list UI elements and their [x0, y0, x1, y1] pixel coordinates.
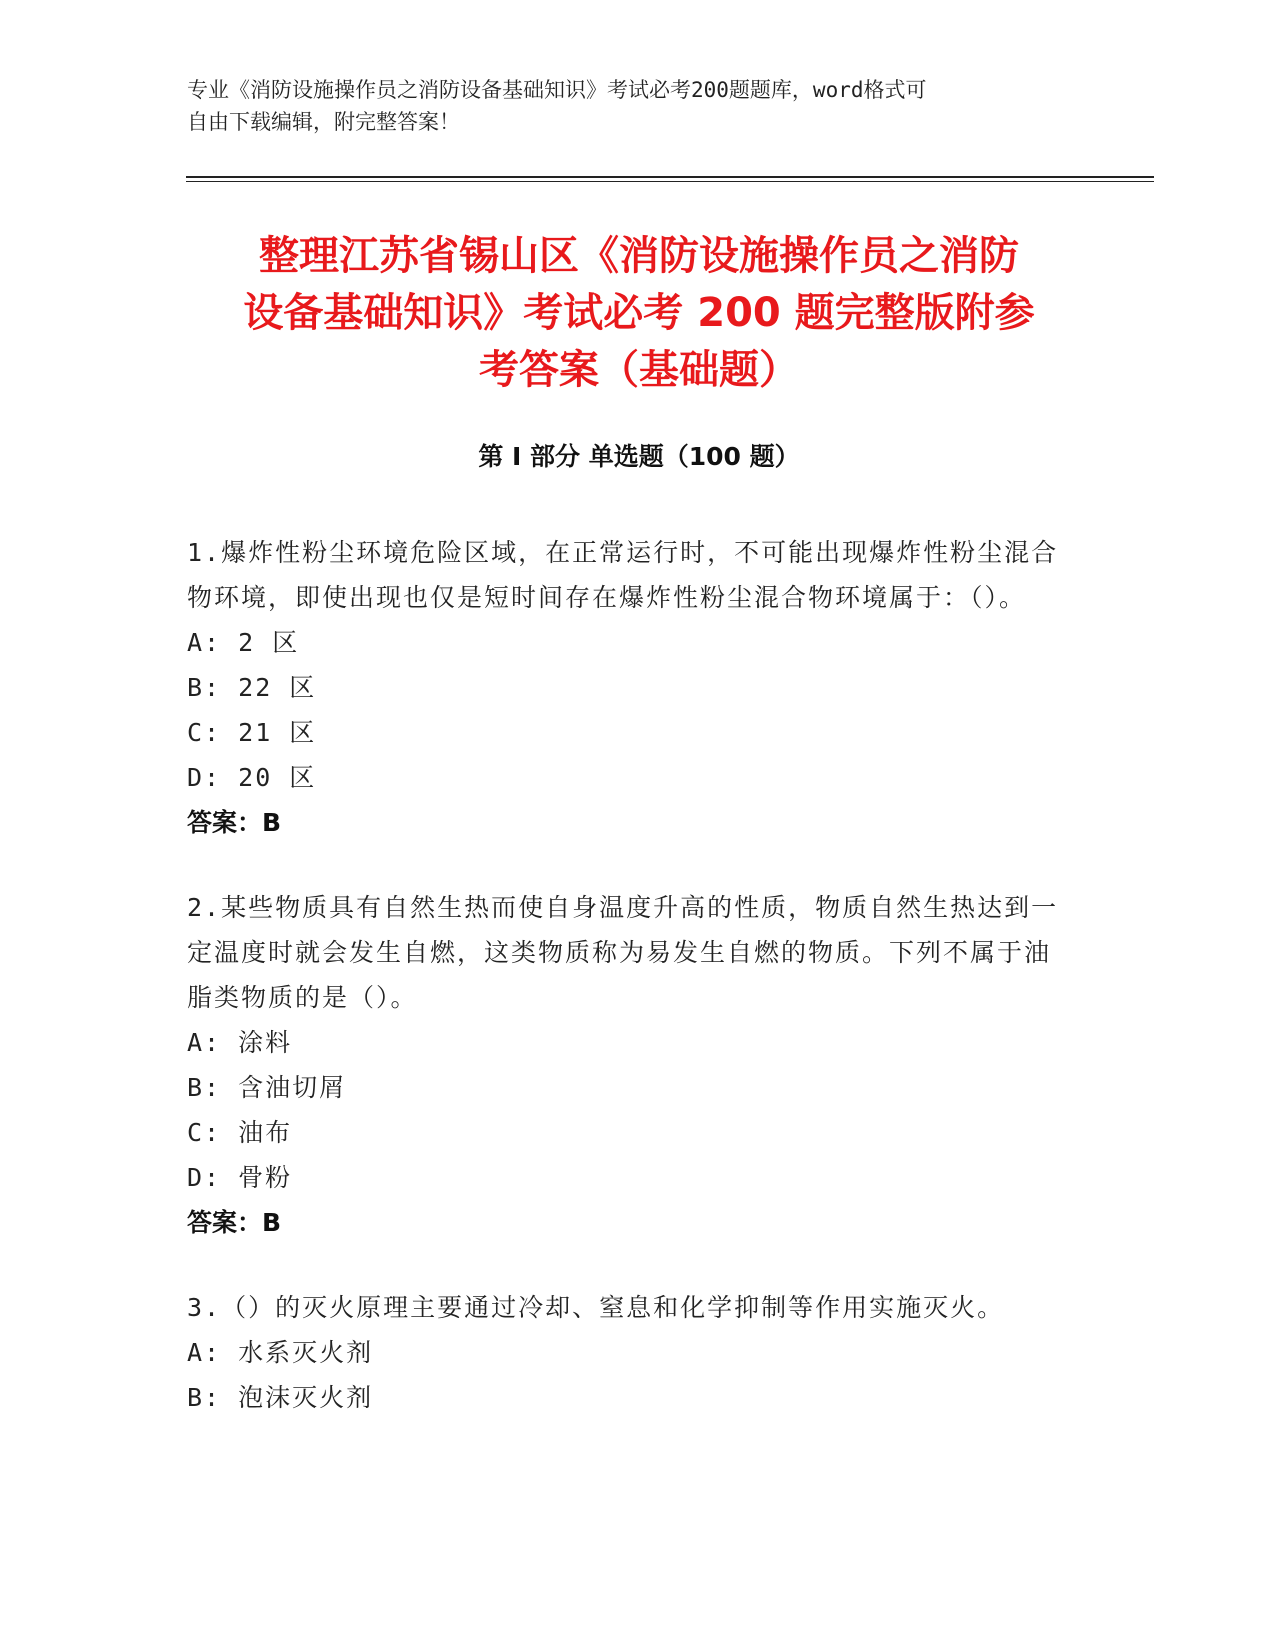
option-a: A: 水系灭火剂	[187, 1338, 374, 1367]
option-b: B: 泡沫灭火剂	[187, 1383, 374, 1412]
option-c: C: 21 区	[187, 718, 317, 747]
document-title-line-1: 整理江苏省锡山区《消防设施操作员之消防	[259, 233, 1019, 279]
header-divider-thin	[186, 181, 1154, 182]
question-stem: 2.某些物质具有自然生热而使自身温度升高的性质，物质自然生热达到一定温度时就会发生自燃，这类物质称为易发生自燃的物质。下列不属于油脂类物质的是（）。	[187, 893, 1059, 1012]
question-stem: 1.爆炸性粉尘环境危险区域，在正常运行时，不可能出现爆炸性粉尘混合物环境，即使出现也仅是短时间存在爆炸性粉尘混合物环境属于：（）。	[187, 538, 1059, 612]
question-stem: 3.（）的灭火原理主要通过冷却、窒息和化学抑制等作用实施灭火。	[187, 1293, 1005, 1322]
answer: 答案：B	[187, 808, 282, 837]
header-note-line-2: 自由下载编辑，附完整答案！	[187, 110, 460, 134]
answer: 答案：B	[187, 1208, 282, 1237]
header-note	[187, 74, 1087, 138]
option-a: A: 2 区	[187, 628, 300, 657]
question-3	[187, 1285, 1067, 1420]
question-list	[187, 530, 1067, 1460]
option-a: A: 涂料	[187, 1028, 293, 1057]
question-2	[187, 885, 1067, 1245]
option-b: B: 含油切屑	[187, 1073, 347, 1102]
document-title	[186, 228, 1092, 399]
document-title-line-2: 设备基础知识》考试必考 200 题完整版附参	[243, 290, 1035, 336]
document-title-line-3: 考答案（基础题）	[479, 347, 799, 393]
question-1	[187, 530, 1067, 845]
option-b: B: 22 区	[187, 673, 317, 702]
section-heading: 第 I 部分 单选题（100 题）	[478, 442, 800, 471]
header-note-line-1: 专业《消防设施操作员之消防设备基础知识》考试必考200题题库，word格式可	[187, 78, 927, 102]
option-d: D: 20 区	[187, 763, 317, 792]
option-d: D: 骨粉	[187, 1163, 293, 1192]
option-c: C: 油布	[187, 1118, 293, 1147]
header-divider-thick	[186, 176, 1154, 178]
